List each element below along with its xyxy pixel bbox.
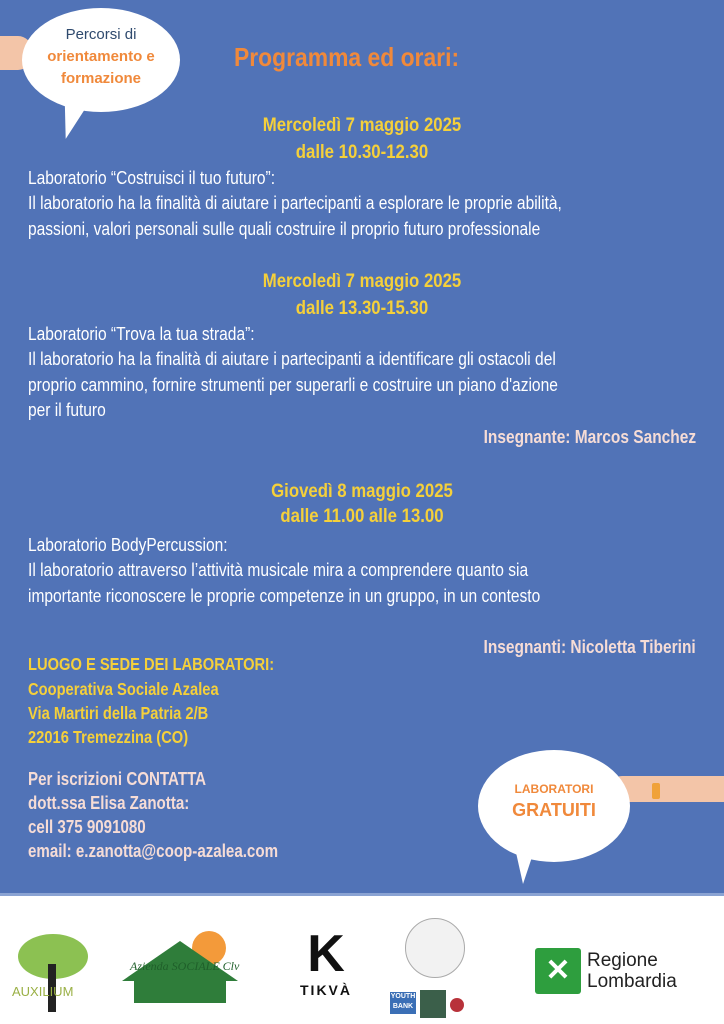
bubble-top-line: formazione [60, 70, 141, 87]
location-line: 22016 Tremezzina (CO) [28, 727, 189, 747]
session-3-desc: importante riconoscere le proprie competenze in un gruppo, in un contesto [28, 585, 541, 606]
contact-line: Per iscrizioni CONTATTA [28, 769, 207, 789]
session-2-desc: Il laboratorio ha la finalità di aiutare i partecipanti a identificare gli ostacoli del [28, 348, 556, 369]
location-heading: LUOGO E SEDE DEI LABORATORI: [28, 654, 275, 674]
session-1-desc: passioni, valori personali sulle quali costruire il proprio futuro professionale [28, 218, 541, 239]
contact-email[interactable]: email: e.zanotta@coop-azalea.com [28, 841, 279, 861]
regione-lombardia-logo [535, 948, 695, 998]
session-1-time: dalle 10.30-12.30 [295, 141, 429, 163]
bubble-bottom-line: LABORATORI [514, 782, 594, 796]
azienda-logo-text: Azienda SOCIALE Clv [130, 959, 240, 973]
page-title: Programma ed orari: [234, 42, 460, 72]
session-2-name: Laboratorio “Trova la tua strada”: [28, 323, 255, 344]
bubble-top-text [22, 24, 180, 90]
session-1-desc: Il laboratorio ha la finalità di aiutare i partecipanti a esplorare le proprie abilità, [28, 192, 562, 213]
location-line: Cooperativa Sociale Azalea [28, 679, 219, 699]
azienda-sociale-logo [122, 931, 262, 1016]
location-line: Via Martiri della Patria 2/B [28, 703, 209, 723]
session-3-desc: Il laboratorio attraverso l’attività musicale mira a comprendere quanto sia [28, 559, 529, 580]
session-2-desc: proprio cammino, fornire strumenti per superarli e costruire un piano d'azione [28, 374, 558, 395]
contact-line: dott.ssa Elisa Zanotta: [28, 793, 190, 813]
bubble-top-line: Percorsi di [65, 26, 137, 43]
bubble-bottom-line: GRATUITI [512, 800, 596, 820]
session-1-name: Laboratorio “Costruisci il tuo futuro”: [28, 167, 276, 188]
contact-phone: cell 375 9091080 [28, 817, 146, 837]
bubble-bottom-text [478, 780, 630, 822]
session-2-date: Mercoledì 7 maggio 2025 [262, 270, 462, 292]
session-2-teacher: Insegnante: Marcos Sanchez [483, 427, 696, 447]
auxilium-logo-text: AUXILIUM [12, 984, 74, 999]
session-3-name: Laboratorio BodyPercussion: [28, 534, 228, 555]
tikva-logo-text: TIKVÀ [300, 982, 352, 998]
bubble-top-line: orientamento e [47, 48, 155, 65]
regione-cross-icon: ✕ [535, 948, 581, 994]
session-3-date: Giovedì 8 maggio 2025 [271, 480, 453, 502]
session-2-desc: per il futuro [28, 399, 106, 420]
regione-logo-text: Lombardia [587, 971, 677, 992]
regione-logo-text: Regione [587, 950, 658, 971]
session-2-time: dalle 13.30-15.30 [295, 297, 429, 319]
youthbank-logo: YOUTH BANK [390, 992, 416, 1014]
sponsor-logos [0, 893, 724, 1024]
bubble-tail [515, 848, 535, 884]
session-3-teacher: Insegnanti: Nicoletta Tiberini [483, 637, 696, 657]
session-1-date: Mercoledì 7 maggio 2025 [262, 114, 462, 136]
tikva-logo: K TIKVÀ [296, 926, 356, 1011]
session-3-time: dalle 11.00 alle 13.00 [280, 505, 444, 527]
tree-foundation-logo [390, 914, 480, 1024]
auxilium-logo [8, 934, 98, 1016]
watch-icon [652, 783, 660, 799]
